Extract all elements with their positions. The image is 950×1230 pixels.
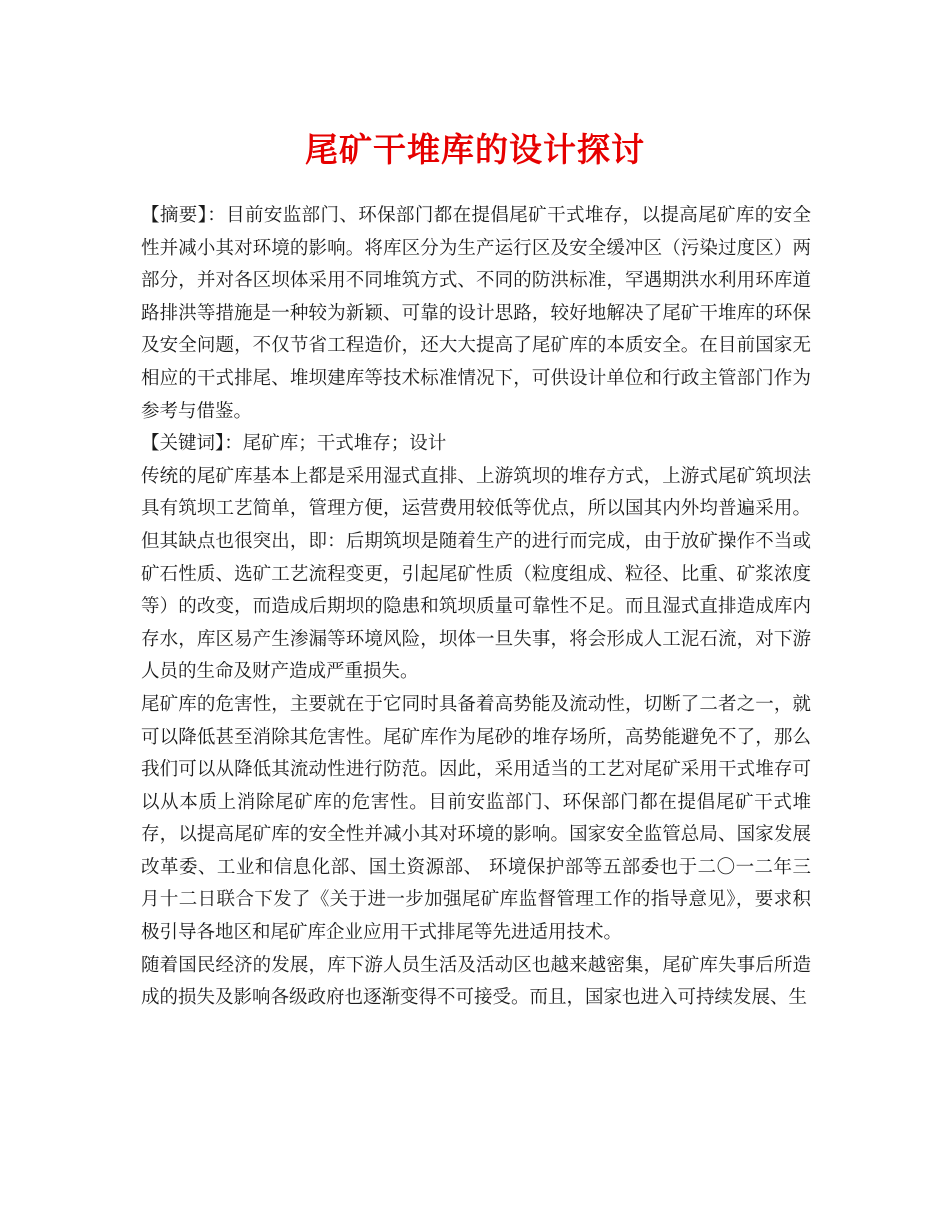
abstract-label: 【摘要】： xyxy=(141,205,227,226)
abstract-paragraph xyxy=(141,200,811,428)
body-paragraph-2: 尾矿库的危害性，主要就在于它同时具备着高势能及流动性，切断了二者之一，就可以降低甚至消除其危害性。尾矿库作为尾砂的堆存场所，高势能避免不了，那么我们可以从降低其流动性进行防范。因此，采用适当的工艺对尾矿采用干式堆存可以从本质上消除尾矿库的危害性。目前安监部门、环保部门都在提倡尾矿干式堆存，以提高尾矿库的安全性并减小其对环境的影响。国家安全监管总局、国家发展改革委、工业和信息化部、国土资源部、 环境保护部等五部委也于二〇一二年三月十二日联合下发了《关于进一步加强尾矿库监督管理工作的指导意见》，要求积极引导各地区和尾矿库企业应用干式排尾等先进适用技术。 xyxy=(141,693,811,944)
document-title: 尾矿干堆库的设计探讨 xyxy=(305,130,645,169)
body-paragraph-1: 传统的尾矿库基本上都是采用湿式直排、上游筑坝的堆存方式，上游式尾矿筑坝法具有筑坝工艺简单，管理方便，运营费用较低等优点，所以国其内外均普遍采用。但其缺点也很突出，即：后期筑坝是随着生产的进行而完成，由于放矿操作不当或矿石性质、选矿工艺流程变更，引起尾矿性质（粒度组成、粒径、比重、矿浆浓度等）的改变，而造成后期坝的隐患和筑坝质量可靠性不足。而且湿式直排造成库内存水，库区易产生渗漏等环境风险，坝体一旦失事，将会形成人工泥石流，对下游人员的生命及财产造成严重损失。 xyxy=(141,465,811,683)
body-paragraph-3: 随着国民经济的发展，库下游人员生活及活动区也越来越密集，尾矿库失事后所造成的损失及影响各级政府也逐渐变得不可接受。而且，国家也进入可持续发展、生 xyxy=(141,954,811,1009)
abstract-text: 目前安监部门、环保部门都在提倡尾矿干式堆存，以提高尾矿库的安全性并减小其对环境的影响。将库区分为生产运行区及安全缓冲区（污染过度区）两部分，并对各区坝体采用不同堆筑方式、不同的防洪标准，罕遇期洪水利用环库道路排洪等措施是一种较为新颖、可靠的设计思路，较好地解决了尾矿干堆库的环保及安全问题，不仅节省工程造价，还大大提高了尾矿库的本质安全。在目前国家无相应的干式排尾、堆坝建库等技术标准情况下，可供设计单位和行政主管部门作为参考与借鉴。 xyxy=(141,205,811,422)
document-body xyxy=(141,200,811,1015)
keywords-paragraph xyxy=(141,428,811,461)
keywords-label: 【关键词】： xyxy=(141,433,243,455)
keywords-text: 尾矿库；干式堆存；设计 xyxy=(242,433,447,455)
